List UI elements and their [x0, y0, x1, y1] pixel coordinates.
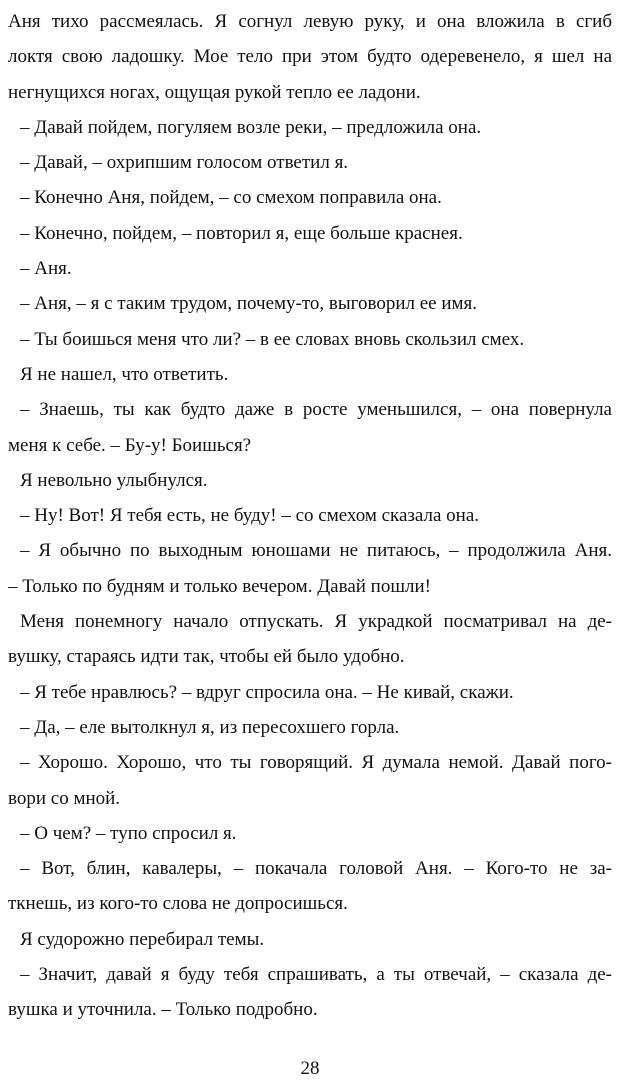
text-line: – Ты боишься меня что ли? – в ее словах вновь скользил смех.: [20, 328, 525, 350]
text-line: – Хорошо. Хорошо, что ты говорящий. Я думала немой. Давай пого-: [20, 752, 612, 774]
text-line: – Знаешь, ты как будто даже в росте уменьшился, – она повернула: [20, 399, 612, 421]
text-line: – Конечно, пойдем, – повторил я, еще больше краснея.: [20, 222, 463, 244]
text-line: меня к себе. – Бу-у! Боишься?: [8, 434, 252, 456]
text-line: Я не нашел, что ответить.: [20, 363, 229, 385]
text-line: – Вот, блин, кавалеры, – покачала головой Аня. – Кого-то не за-: [20, 858, 612, 880]
text-line: – Значит, давай я буду тебя спрашивать, а ты отвечай, – сказала де-: [20, 964, 612, 986]
page-text: [8, 4, 612, 1028]
text-line: локтя свою ладошку. Мое тело при этом будто одеревенело, я шел на: [8, 46, 612, 68]
text-line: Меня понемногу начало отпускать. Я украдкой посматривал на де-: [20, 611, 612, 633]
text-line: – Конечно Аня, пойдем, – со смехом поправила она.: [20, 187, 442, 209]
text-line: – Я тебе нравлюсь? – вдруг спросила она. – Не кивай, скажи.: [20, 681, 514, 703]
text-line: – Да, – еле вытолкнул я, из пересохшего горла.: [20, 716, 400, 738]
text-line: – Аня, – я с таким трудом, почему-то, выговорил ее имя.: [20, 293, 478, 315]
page-number: 28: [300, 1058, 320, 1079]
text-line: – О чем? – тупо спросил я.: [20, 822, 237, 844]
text-line: Я судорожно перебирал темы.: [20, 928, 265, 950]
text-line: – Аня.: [20, 258, 72, 280]
text-line: – Я обычно по выходным юношами не питаюсь, – продолжила Аня.: [20, 540, 612, 562]
text-line: Аня тихо рассмеялась. Я согнул левую руку, и она вложила в сгиб: [8, 11, 612, 32]
text-line: – Давай пойдем, погуляем возле реки, – предложила она.: [20, 116, 482, 138]
text-line: ткнешь, из кого-то слова не допросишься.: [8, 893, 348, 915]
text-line: – Давай, – охрипшим голосом ответил я.: [20, 152, 349, 174]
text-line: вушка и уточнила. – Только подробно.: [8, 999, 318, 1021]
text-line: – Ну! Вот! Я тебя есть, не буду! – со смехом сказала она.: [20, 505, 480, 527]
text-line: негнущихся ногах, ощущая рукой тепло ее ладони.: [8, 81, 421, 103]
text-line: вори со мной.: [8, 787, 121, 809]
text-line: Я невольно улыбнулся.: [20, 469, 208, 491]
text-line: – Только по будням и только вечером. Давай пошли!: [8, 575, 431, 597]
text-line: вушку, стараясь идти так, чтобы ей было удобно.: [8, 646, 405, 668]
